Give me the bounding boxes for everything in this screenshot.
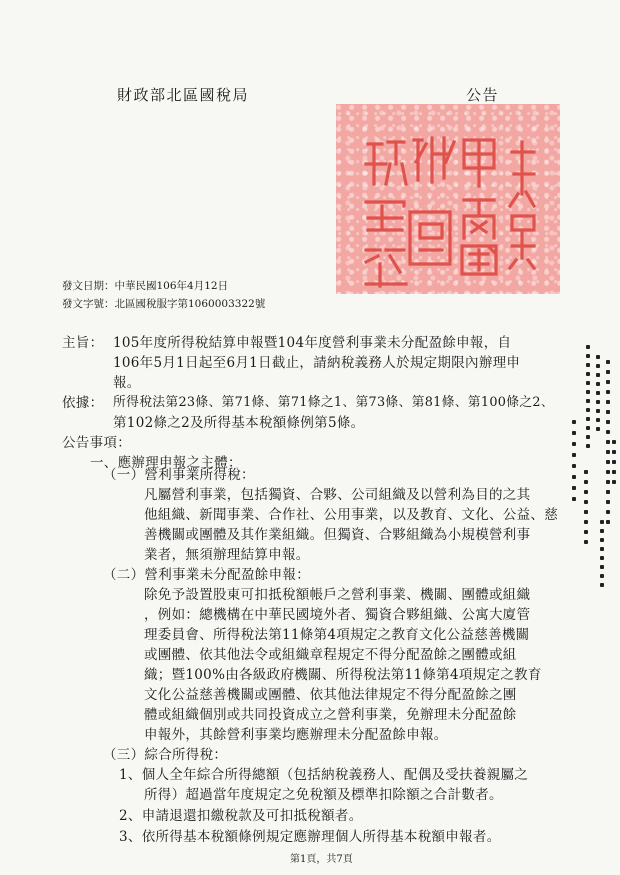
notice-heading: 公告事項： — [62, 435, 131, 451]
punch-hole — [586, 390, 590, 394]
punch-hole — [600, 547, 604, 551]
punch-hole — [586, 399, 590, 403]
punch-hole — [596, 355, 600, 359]
reference-number-value: 北區國稅服字第1060003322號 — [114, 298, 266, 310]
punch-hole — [572, 464, 576, 468]
punch-hole — [596, 427, 600, 431]
punch-hole — [606, 410, 610, 414]
sub2-heading: （二）營利事業未分配盈餘申報： — [103, 567, 310, 583]
sub3-item-1-cont: 所得）超過當年度規定之免稅額及標準扣除額之合計數者。 — [144, 787, 503, 803]
punch-hole — [572, 431, 576, 435]
sub2-line-8: 申報外，其餘營利事業均應辦理未分配盈餘申報。 — [144, 727, 448, 743]
punch-hole — [606, 500, 610, 504]
document-type: 公告 — [466, 86, 500, 104]
punch-hole — [584, 500, 588, 504]
punch-hole — [596, 382, 600, 386]
subject-line-3: 報。 — [113, 375, 141, 391]
punch-hole — [606, 390, 610, 394]
issue-date-value: 中華民國106年4月12日 — [114, 280, 229, 292]
sub1-heading: （一）營利事業所得稅： — [103, 467, 255, 483]
sub2-line-1: 除免予設置股東可扣抵稅額帳戶之營利事業、機關、團體或組織 — [144, 587, 531, 603]
punch-hole — [612, 480, 616, 484]
subject-line-2: 106年5月1日起至6月1日截止，請納稅義務人於規定期限內辦理申 — [113, 355, 521, 371]
punch-hole — [584, 540, 588, 544]
punch-hole — [600, 538, 604, 542]
punch-hole — [596, 409, 600, 413]
sub3-item-1: 1、個人全年綜合所得總額（包括納稅義務人、配偶及受扶養親屬之 — [119, 767, 529, 783]
punch-hole — [606, 460, 610, 464]
issue-date — [62, 279, 228, 293]
seal-glyphs — [336, 104, 560, 294]
punch-hole — [600, 583, 604, 587]
sub2-line-5: 織；暨100%由各級政府機關、所得稅法第11條第4項規定之教育 — [144, 667, 542, 683]
sub3-item-3: 3、依所得基本稅額條例規定應辦理個人所得基本稅額申報者。 — [119, 829, 501, 845]
punch-hole — [596, 400, 600, 404]
punch-hole — [572, 497, 576, 501]
sub1-line-4: 業者，無須辦理結算申報。 — [144, 547, 310, 563]
punch-hole — [606, 450, 610, 454]
punch-hole — [572, 475, 576, 479]
punch-hole — [606, 360, 610, 364]
punch-hole — [596, 391, 600, 395]
punch-hole — [606, 370, 610, 374]
punch-hole — [600, 529, 604, 533]
punch-hole — [586, 435, 590, 439]
sub1-line-3: 善機關或團體及其作業組織。但獨資、合夥組織為小規模營利事 — [144, 527, 531, 543]
punch-hole — [606, 480, 610, 484]
agency-name: 財政部北區國稅局 — [117, 86, 250, 104]
punch-hole — [606, 400, 610, 404]
sub3-item-2: 2、申請退還扣繳稅款及可扣抵稅額者。 — [119, 808, 363, 824]
punch-hole — [606, 520, 610, 524]
sub2-line-4: 或團體、依其他法令或組織章程規定不得分配盈餘之團體或組 — [144, 647, 517, 663]
punch-hole — [612, 470, 616, 474]
punch-hole — [586, 444, 590, 448]
punch-hole — [584, 470, 588, 474]
punch-hole — [596, 364, 600, 368]
page-indicator: 第1頁，共7頁 — [290, 854, 353, 865]
reference-number — [62, 297, 265, 311]
punch-hole — [584, 480, 588, 484]
sub2-line-6: 文化公益慈善機關或團體、依其他法律規定不得分配盈餘之團 — [144, 687, 517, 703]
punch-hole — [612, 440, 616, 444]
punch-hole — [586, 426, 590, 430]
sub1-line-1: 凡屬營利事業，包括獨資、合夥、公司組織及以營利為目的之其 — [144, 487, 531, 503]
punch-hole — [584, 490, 588, 494]
punch-hole — [596, 418, 600, 422]
punch-hole — [586, 372, 590, 376]
sub2-line-2: ，例如：總機構在中華民國境外者、獨資合夥組織、公寓大廈管 — [144, 607, 531, 623]
basis-label: 依據： — [62, 395, 104, 411]
punch-hole — [584, 530, 588, 534]
sub2-line-3: 理委員會、所得稅法第11條第4項規定之教育文化公益慈善機關 — [144, 627, 530, 643]
punch-hole — [600, 565, 604, 569]
item1-heading: 一、應辦理申報之主體： — [90, 455, 242, 471]
sub1-line-2: 他組織、新聞事業、合作社、公用事業，以及教育、文化、公益、慈 — [144, 507, 558, 523]
punch-hole — [606, 380, 610, 384]
punch-hole — [586, 381, 590, 385]
punch-hole — [606, 420, 610, 424]
punch-hole — [572, 442, 576, 446]
punch-hole — [596, 373, 600, 377]
punch-hole — [586, 363, 590, 367]
subject-line-1: 105年度所得稅結算申報暨104年度營利事業未分配盈餘申報，自 — [113, 335, 512, 351]
subject-label: 主旨： — [62, 335, 104, 351]
punch-hole — [606, 440, 610, 444]
punch-hole — [600, 520, 604, 524]
punch-hole — [572, 420, 576, 424]
punch-hole — [586, 417, 590, 421]
punch-hole — [572, 453, 576, 457]
punch-hole — [586, 345, 590, 349]
punch-hole — [586, 408, 590, 412]
punch-hole — [612, 450, 616, 454]
punch-hole — [584, 520, 588, 524]
punch-hole — [572, 486, 576, 490]
punch-hole — [606, 490, 610, 494]
punch-hole — [584, 510, 588, 514]
basis-line-2: 第102條之2及所得基本稅額條例第5條。 — [113, 415, 365, 431]
punch-hole — [600, 574, 604, 578]
issue-date-label: 發文日期： — [62, 280, 115, 292]
sub2-line-7: 體或組織個別或共同投資成立之營利事業，免辦理未分配盈餘 — [144, 707, 517, 723]
punch-hole — [606, 510, 610, 514]
punch-hole — [606, 430, 610, 434]
punch-hole — [612, 460, 616, 464]
reference-number-label: 發文字號： — [62, 298, 115, 310]
punch-hole — [606, 470, 610, 474]
official-seal — [336, 104, 560, 294]
punch-hole — [586, 354, 590, 358]
sub3-heading: （三）綜合所得稅： — [103, 747, 228, 763]
basis-line-1: 所得稅法第23條、第71條、第71條之1、第73條、第81條、第100條之2、 — [113, 395, 554, 410]
punch-hole — [600, 556, 604, 560]
